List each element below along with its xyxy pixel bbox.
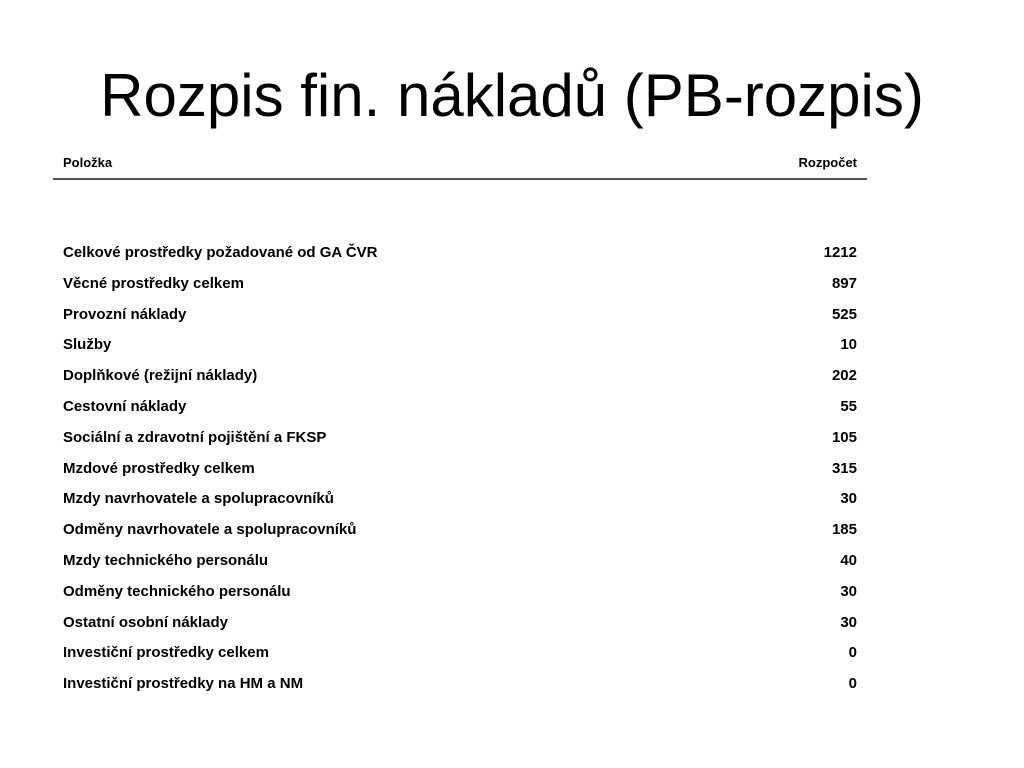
row-item: Služby — [63, 336, 112, 354]
table-row — [53, 608, 867, 639]
header-item: Položka — [63, 155, 113, 170]
row-budget: 0 — [848, 644, 857, 662]
row-budget: 525 — [831, 305, 857, 323]
table-row — [53, 577, 867, 608]
row-item: Sociální a zdravotní pojištění a FKSP — [63, 428, 327, 446]
row-budget: 897 — [831, 274, 857, 292]
row-item: Mzdy technického personálu — [63, 551, 269, 569]
row-item: Věcné prostředky celkem — [63, 274, 244, 292]
row-budget: 185 — [831, 521, 857, 539]
row-item: Investiční prostředky na HM a NM — [63, 675, 304, 693]
row-item: Mzdy navrhovatele a spolupracovníků — [63, 490, 334, 508]
row-item: Provozní náklady — [63, 305, 187, 323]
table-row — [53, 484, 867, 515]
row-item: Odměny navrhovatele a spolupracovníků — [63, 521, 357, 539]
table-row — [53, 423, 867, 454]
row-budget: 40 — [840, 551, 857, 569]
row-item: Mzdové prostředky celkem — [63, 459, 255, 477]
row-item: Investiční prostředky celkem — [63, 644, 269, 662]
table-row — [53, 454, 867, 485]
row-budget: 1212 — [823, 244, 857, 261]
budget-table — [53, 150, 867, 693]
row-item: Doplňkové (režijní náklady) — [63, 367, 258, 385]
table-body — [53, 238, 867, 700]
row-budget: 315 — [831, 459, 857, 477]
row-budget: 202 — [831, 367, 857, 385]
row-item: Celkové prostředky požadované od GA ČVR — [63, 244, 378, 261]
row-item: Ostatní osobní náklady — [63, 613, 229, 631]
row-budget: 30 — [840, 613, 857, 631]
table-row — [53, 546, 867, 577]
table-row — [53, 269, 867, 300]
slide-title: Rozpis fin. nákladů (PB-rozpis) — [100, 62, 924, 129]
table-row — [53, 669, 867, 700]
row-item: Odměny technického personálu — [63, 582, 291, 600]
table-row — [53, 515, 867, 546]
table-row — [53, 392, 867, 423]
table-header — [53, 150, 867, 180]
row-budget: 55 — [840, 397, 857, 415]
table-row — [53, 238, 867, 269]
table-row — [53, 330, 867, 361]
row-budget: 10 — [840, 336, 857, 354]
table-row — [53, 361, 867, 392]
row-budget: 30 — [840, 490, 857, 508]
table-row — [53, 300, 867, 331]
row-budget: 0 — [848, 675, 857, 693]
row-budget: 30 — [840, 582, 857, 600]
row-item: Cestovní náklady — [63, 397, 187, 415]
row-budget: 105 — [831, 428, 857, 446]
header-budget: Rozpočet — [798, 155, 857, 170]
table-row — [53, 638, 867, 669]
